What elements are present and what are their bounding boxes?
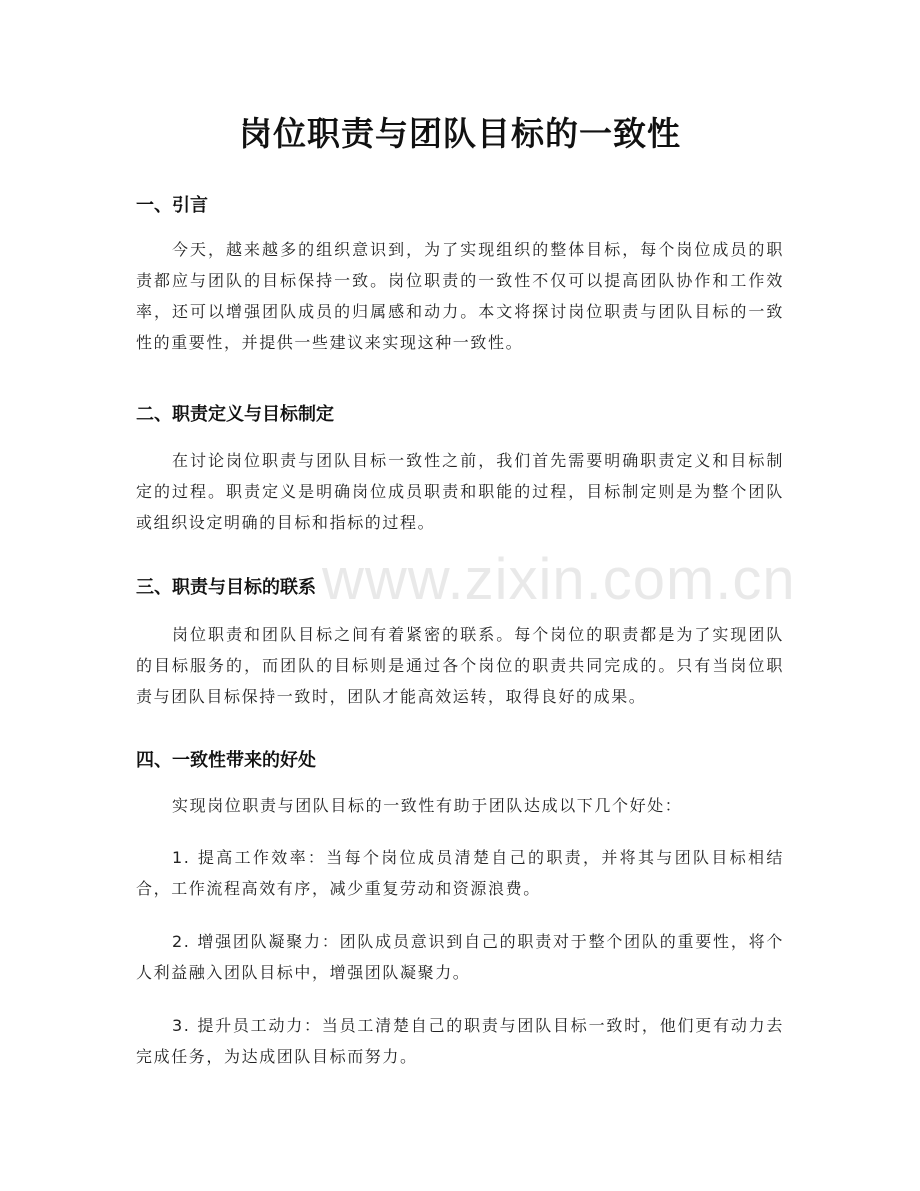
benefit-item-2: 2. 增强团队凝聚力：团队成员意识到自己的职责对于整个团队的重要性，将个人利益融入团队目标中，增强团队凝聚力。 (136, 932, 784, 982)
definition-paragraph: 在讨论岗位职责与团队目标一致性之前，我们首先需要明确职责定义和目标制定的过程。职责定义是明确岗位成员职责和职能的过程，目标制定则是为整个团队或组织设定明确的目标和指标的过程。 (136, 451, 784, 532)
watermark: www.zixin.com.cn (322, 547, 796, 612)
section-heading-relation: 三、职责与目标的联系 (136, 577, 316, 598)
relation-paragraph: 岗位职责和团队目标之间有着紧密的联系。每个岗位的职责都是为了实现团队的目标服务的，而团队的目标则是通过各个岗位的职责共同完成的。只有当岗位职责与团队目标保持一致时，团队才能高效运转，取得良好的成果。 (136, 625, 784, 706)
intro-paragraph: 今天，越来越多的组织意识到，为了实现组织的整体目标，每个岗位成员的职责都应与团队的目标保持一致。岗位职责的一致性不仅可以提高团队协作和工作效率，还可以增强团队成员的归属感和动力。本文将探讨岗位职责与团队目标的一致性的重要性，并提供一些建议来实现这种一致性。 (136, 240, 784, 352)
benefit-item-3: 3. 提升员工动力：当员工清楚自己的职责与团队目标一致时，他们更有动力去完成任务，为达成团队目标而努力。 (136, 1016, 784, 1066)
document-title: 岗位职责与团队目标的一致性 (239, 114, 681, 153)
section-heading-intro: 一、引言 (136, 195, 208, 216)
section-heading-benefits: 四、一致性带来的好处 (136, 750, 316, 771)
benefits-intro-paragraph: 实现岗位职责与团队目标的一致性有助于团队达成以下几个好处： (172, 796, 683, 815)
section-heading-definition: 二、职责定义与目标制定 (136, 404, 334, 425)
benefit-item-1: 1. 提高工作效率：当每个岗位成员清楚自己的职责，并将其与团队目标相结合，工作流程高效有序，减少重复劳动和资源浪费。 (136, 848, 784, 898)
